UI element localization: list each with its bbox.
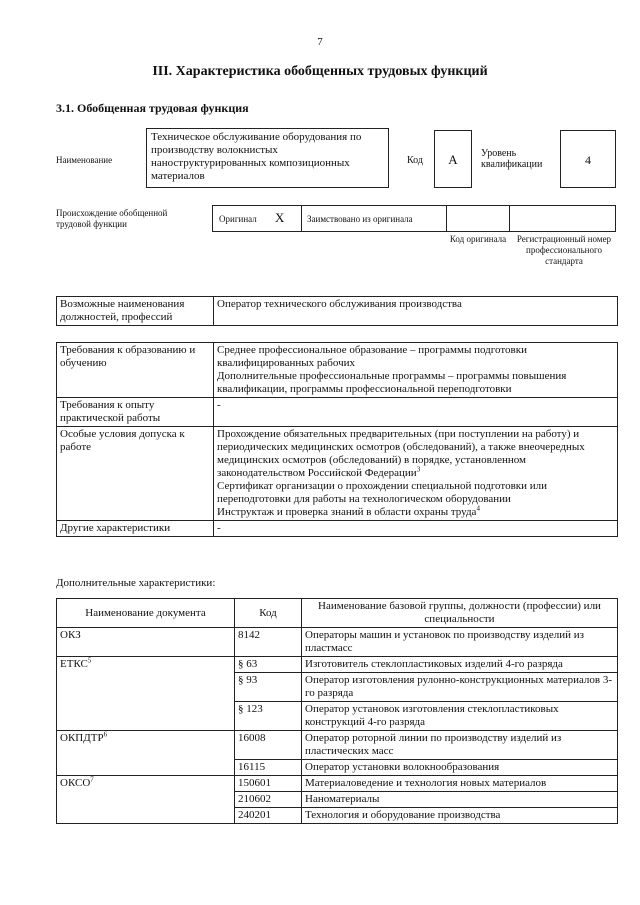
footnote-mark: 7	[90, 775, 94, 784]
requirements-table	[56, 342, 618, 537]
req-value: -	[214, 398, 618, 427]
req-row-experience	[57, 398, 618, 427]
origin-label: Происхождение обобщенной трудовой функции	[56, 208, 168, 229]
code-value: А	[448, 152, 458, 167]
doc-name: ОКЗ	[60, 629, 81, 641]
req-value	[214, 427, 618, 521]
table-row	[57, 628, 618, 657]
subsection-title: 3.1. Обобщенная трудовая функция	[56, 101, 249, 115]
name-cell: Оператор роторной линии по производству изделий из пластических масс	[302, 731, 618, 760]
code-cell: 240201	[235, 808, 302, 824]
level-value: 4	[585, 153, 591, 167]
code-cell: § 63	[235, 657, 302, 673]
level-box	[560, 130, 616, 188]
name-cell: Материаловедение и технология новых материалов	[302, 776, 618, 792]
footnote-mark: 6	[103, 730, 108, 739]
doc-name-cell	[57, 776, 235, 824]
table-row	[57, 657, 618, 673]
origin-divider-1	[301, 206, 302, 231]
footnote-mark: 5	[87, 656, 92, 665]
doc-name-cell	[57, 628, 235, 657]
doc-name: ОКПДТР	[60, 732, 104, 744]
req-value: -	[214, 521, 618, 537]
req-line: Среднее профессиональное образование – программы подготовки квалифицированных рабочих	[217, 344, 527, 369]
borrowed-label: Заимствовано из оригинала	[307, 214, 413, 224]
positions-row	[57, 297, 618, 326]
code-cell: 16115	[235, 760, 302, 776]
req-line: Дополнительные профессиональные программы – программы повышения квалификации, программы профессиональной переподготовки	[217, 370, 567, 395]
additional-body	[57, 628, 618, 824]
name-cell: Технология и оборудование производства	[302, 808, 618, 824]
table-row	[57, 776, 618, 792]
doc-name: ОКСО	[60, 777, 91, 789]
function-name-box	[146, 128, 389, 188]
req-line: Инструктаж и проверка знаний в области охраны труда$^4$	[217, 504, 480, 518]
req-label: Другие характеристики	[57, 521, 214, 537]
name-label: Наименование	[56, 155, 113, 165]
code-cell: 150601	[235, 776, 302, 792]
footnote-mark: 4	[476, 504, 480, 513]
code-cell: § 123	[235, 702, 302, 731]
req-label: Требования к образованию и обучению	[57, 343, 214, 398]
reg-number-label: Регистрационный номер профессионального стандарта	[516, 234, 612, 266]
origin-row	[212, 205, 616, 232]
req-line: Сертификат организации о прохождении специальной подготовки или переподготовки для работы на технологическом оборудовании	[217, 480, 548, 505]
code-label: Код	[407, 155, 423, 166]
req-label: Требования к опыту практической работы	[57, 398, 214, 427]
table-row	[57, 731, 618, 760]
additional-title: Дополнительные характеристики:	[56, 577, 216, 589]
section-title: III. Характеристика обобщенных трудовых функций	[152, 64, 488, 79]
code-cell: 8142	[235, 628, 302, 657]
name-cell: Оператор установки волокнообразования	[302, 760, 618, 776]
code-box	[434, 130, 472, 188]
original-code-label: Код оригинала	[449, 234, 507, 244]
doc-name: ЕТКС	[60, 658, 88, 670]
name-cell: Операторы машин и установок по производству изделий из пластмасс	[302, 628, 618, 657]
origin-divider-2	[446, 206, 447, 231]
original-label: Оригинал	[219, 214, 257, 224]
req-label: Особые условия допуска к работе	[57, 427, 214, 521]
req-row-conditions	[57, 427, 618, 521]
page-number: 7	[317, 36, 323, 48]
original-mark: X	[275, 210, 285, 225]
name-cell: Оператор изготовления рулонно-конструкционных материалов 3-го разряда	[302, 673, 618, 702]
name-cell: Наноматериалы	[302, 792, 618, 808]
req-row-other	[57, 521, 618, 537]
name-cell: Оператор установок изготовления стеклопластиковых конструкций 4-го разряда	[302, 702, 618, 731]
code-cell: § 93	[235, 673, 302, 702]
positions-label: Возможные наименования должностей, профессий	[57, 297, 214, 326]
header-code: Код	[235, 599, 302, 628]
doc-name-cell	[57, 731, 235, 776]
name-cell: Изготовитель стеклопластиковых изделий 4-го разряда	[302, 657, 618, 673]
positions-table	[56, 296, 618, 326]
req-row-education	[57, 343, 618, 398]
header-name: Наименование базовой группы, должности (профессии) или специальности	[302, 599, 618, 628]
code-cell: 16008	[235, 731, 302, 760]
header-doc: Наименование документа	[57, 599, 235, 628]
positions-value: Оператор технического обслуживания производства	[214, 297, 618, 326]
footnote-mark: 3	[416, 465, 421, 474]
level-label: Уровень квалификации	[481, 148, 543, 170]
req-line: Прохождение обязательных предварительных (при поступлении на работу) и периодических медицинских осмотров (обследований), а также внеочередных медицинских осмотров (обследований) в порядке, установленном законодательством Российской Федерации$^3$	[217, 428, 585, 479]
additional-table	[56, 598, 618, 824]
code-cell: 210602	[235, 792, 302, 808]
doc-name-cell	[57, 657, 235, 731]
origin-divider-3	[509, 206, 510, 231]
function-name-value: Техническое обслуживание оборудования по производству волокнистых наноструктурированных композиционных материалов	[151, 131, 362, 182]
additional-header-row	[57, 599, 618, 628]
req-value	[214, 343, 618, 398]
